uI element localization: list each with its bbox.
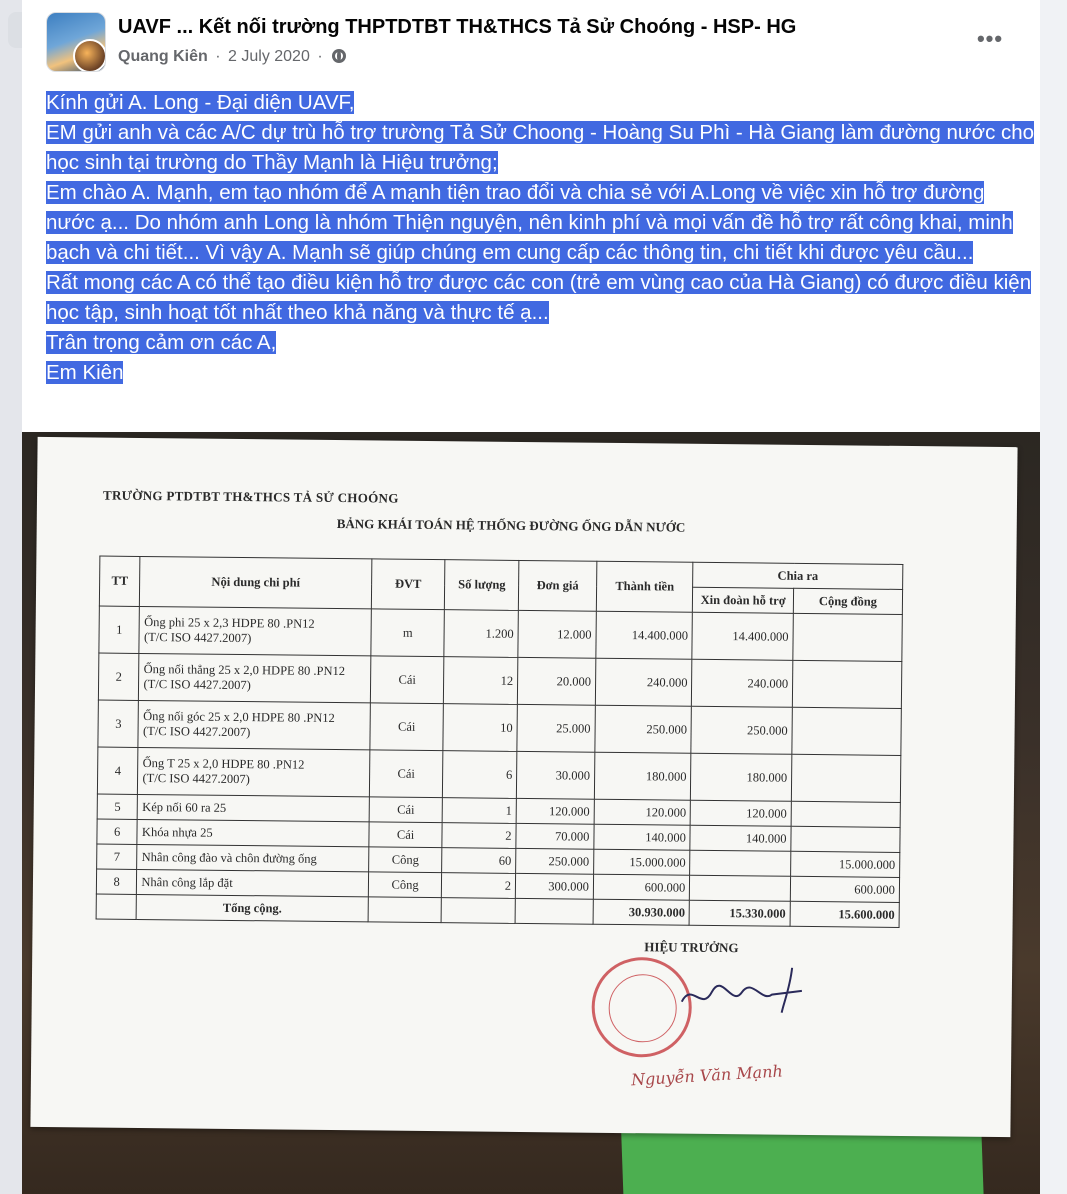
post-card (22, 0, 1040, 1194)
meta-separator-2: · (317, 48, 323, 65)
header-qty: Số lượng (445, 560, 519, 611)
table-row: 4 Ống T 25 x 2,0 HDPE 80 .PN12 (T/C ISO 4427.2007) Cái 6 30.000 180.000 180.000 (97, 747, 900, 802)
seal-ring (608, 974, 677, 1043)
header-amount: Thành tiền (596, 561, 693, 612)
more-options-button[interactable]: ••• (976, 26, 1004, 51)
message-line: Kính gửi A. Long - Đại diện UAVF, (46, 91, 355, 114)
author-avatar[interactable] (73, 39, 106, 72)
header-unit: ĐVT (371, 559, 445, 610)
budget-document (30, 437, 1017, 1137)
table-row: 8 Nhân công lắp đặt Công 2 300.000 600.000 600.000 (96, 869, 899, 902)
table-row: 3 Ống nối góc 25 x 2,0 HDPE 80 .PN12 (T/C ISO 4427.2007) Cái 10 25.000 250.000 250.000 (98, 700, 901, 755)
header-content: Nội dung chi phí (140, 556, 372, 608)
header-community: Cộng đồng (793, 588, 902, 614)
right-edge-panel (1040, 0, 1067, 1194)
header-split: Chia ra (693, 562, 903, 589)
message-line: EM gửi anh và các A/C dự trù hỗ trợ trường Tả Sử Choong - Hoàng Su Phì - Hà Giang làm đường nước cho học sinh tại trường do Thầy Mạnh là Hiệu trưởng; (46, 121, 1035, 174)
post-date-link[interactable]: 2 July 2020 (228, 48, 310, 65)
school-name: TRƯỜNG PTDTBT TH&THCS TẢ SỬ CHOÓNG (102, 487, 399, 506)
post-photo[interactable] (22, 432, 1040, 1194)
header-requested: Xin đoàn hỗ trợ (693, 587, 794, 613)
totals-row: Tổng cộng. 30.930.000 15.330.000 15.600.000 (96, 894, 899, 927)
post-message (46, 88, 1036, 388)
table-row: 5 Kép nối 60 ra 25 Cái 1 120.000 120.000 120.000 (97, 794, 900, 827)
table-row: 2 Ống nối thẳng 25 x 2,0 HDPE 80 .PN12 (T/C ISO 4427.2007) Cái 12 20.000 240.000 240.000 (98, 653, 901, 708)
table-row: 7 Nhân công đào và chôn đường ống Công 60 250.000 15.000.000 15.000.000 (97, 844, 900, 877)
table-row: 6 Khóa nhựa 25 Cái 2 70.000 140.000 140.000 (97, 819, 900, 852)
author-name-link[interactable]: Quang Kiên (118, 48, 208, 65)
signer-name: Nguyễn Văn Mạnh (630, 1061, 784, 1090)
principal-label: HIỆU TRƯỞNG (644, 939, 739, 956)
group-name-link[interactable]: UAVF ... Kết nối trường THPTDTBT TH&THCS Tả Sử Choóng - HSP- HG (118, 16, 797, 38)
table-row: 1 Ống phi 25 x 2,3 HDPE 80 .PN12 (T/C ISO 4427.2007) m 1.200 12.000 14.400.000 14.400.000 (99, 606, 902, 661)
document-title: BẢNG KHÁI TOÁN HỆ THỐNG ĐƯỜNG ỐNG DẪN NƯỚC (336, 516, 686, 535)
principal-signature (672, 962, 823, 1024)
group-avatar[interactable] (46, 12, 106, 72)
message-line: Trân trọng cảm ơn các A, (46, 331, 277, 354)
budget-table (96, 556, 904, 928)
header-tt: TT (99, 556, 140, 606)
budget-rows (96, 606, 902, 927)
header-price: Đơn giá (518, 560, 596, 611)
audience-globe-icon[interactable] (332, 49, 346, 63)
post-header (22, 0, 1040, 84)
message-line: Em Kiên (46, 361, 124, 384)
message-line: Em chào A. Mạnh, em tạo nhóm để A mạnh tiện trao đổi và chia sẻ với A.Long về việc xin hỗ trợ đường nước ạ... Do nhóm anh Long là nhóm Thiện nguyện, nên kinh phí và mọi vấn đề hỗ trợ rất công khai, minh bạch và chi tiết... Vì vậy A. Mạnh sẽ giúp chúng em cung cấp các thông tin, chi tiết khi được yêu cầu... (46, 181, 1013, 264)
message-line: Rất mong các A có thể tạo điều kiện hỗ trợ được các con (trẻ em vùng cao của Hà Giang) có được điều kiện học tập, sinh hoạt tốt nhất theo khả năng và thực tế ạ... (46, 271, 1032, 324)
left-edge-panel (0, 0, 22, 1194)
meta-separator: · (215, 48, 221, 65)
post-meta (118, 48, 346, 66)
